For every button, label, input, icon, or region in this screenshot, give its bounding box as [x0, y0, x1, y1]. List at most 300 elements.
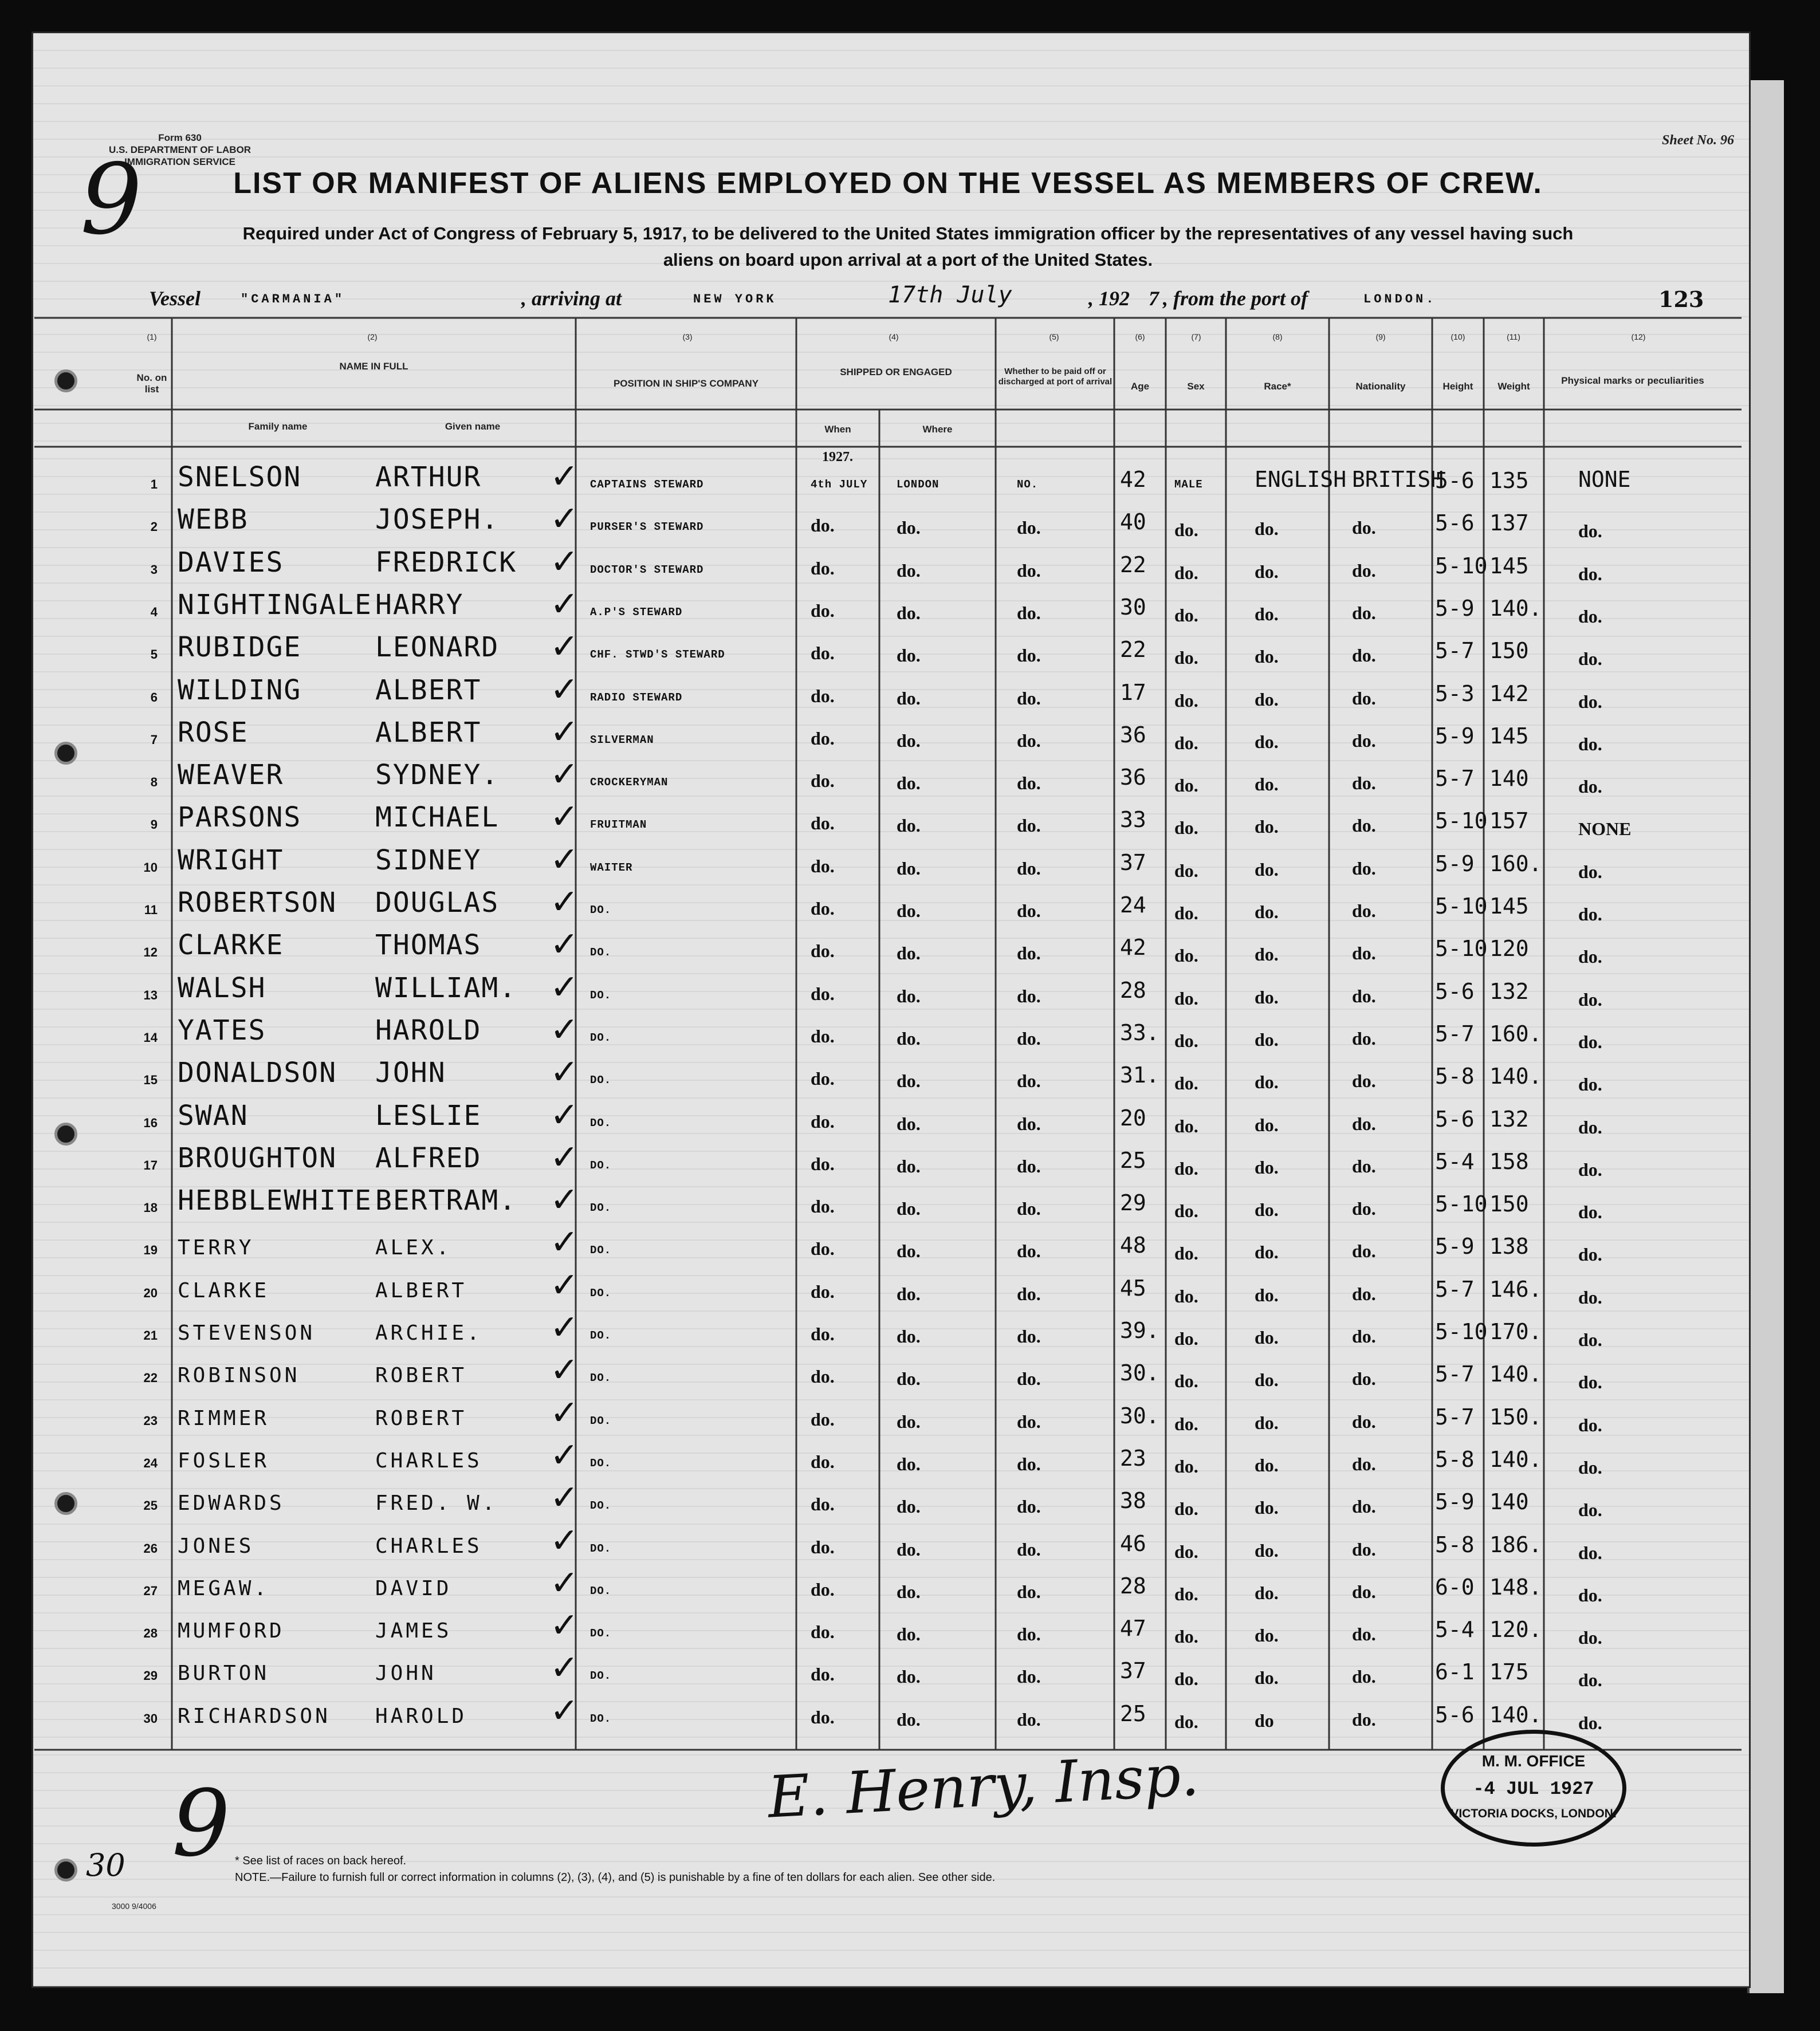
family-name: WALSH — [178, 971, 266, 1004]
position: DO. — [590, 946, 612, 959]
shipped-when: do. — [811, 1196, 835, 1217]
col-num-6: (6) — [1135, 332, 1145, 341]
shipped-where: do. — [897, 1496, 921, 1517]
print-code: 3000 9/4006 — [112, 1902, 156, 1911]
shipped-when: do. — [811, 898, 835, 919]
height: 5-9 — [1435, 723, 1475, 749]
year-suffix: 7 — [1149, 287, 1159, 310]
paid-off: do. — [1017, 773, 1041, 794]
sex: do. — [1174, 732, 1198, 753]
paid-off: do. — [1017, 602, 1041, 623]
given-name: ROBERT — [375, 1406, 467, 1430]
nationality: do. — [1352, 1581, 1376, 1602]
col-num-3: (3) — [682, 332, 693, 341]
family-name: YATES — [178, 1014, 266, 1046]
given-name: ARTHUR — [375, 461, 482, 493]
table-row — [0, 1095, 1719, 1147]
height: 6-1 — [1435, 1659, 1475, 1685]
age: 47 — [1120, 1616, 1146, 1642]
age: 31. — [1120, 1062, 1159, 1088]
page-title: LIST OR MANIFEST OF ALIENS EMPLOYED ON THE VESSEL AS MEMBERS OF CREW. — [233, 167, 1543, 200]
physical-marks: do. — [1578, 1244, 1602, 1265]
from-port: LONDON. — [1363, 292, 1437, 306]
table-row — [0, 1648, 1719, 1699]
nationality: do. — [1352, 1155, 1376, 1176]
given-name: THOMAS — [375, 929, 482, 962]
sex: do. — [1174, 1243, 1198, 1264]
nationality: do. — [1352, 645, 1376, 666]
checkmark-icon: ✓ — [550, 1308, 579, 1348]
header-paid-off: Whether to be paid off or discharged at port of arrival — [998, 367, 1113, 387]
row-number: 8 — [150, 775, 158, 790]
given-name: ALBERT — [375, 716, 482, 749]
row-number: 9 — [150, 817, 158, 832]
stamp-office: M. M. OFFICE — [1481, 1752, 1586, 1770]
paid-off: do. — [1017, 1198, 1041, 1219]
header-no-on-list: No. on list — [136, 372, 167, 395]
sex: do. — [1174, 903, 1198, 923]
checkmark-icon: ✓ — [550, 839, 579, 880]
checkmark-icon: ✓ — [550, 1222, 579, 1263]
given-name: DAVID — [375, 1576, 452, 1600]
row-number: 26 — [143, 1541, 158, 1556]
height: 5-7 — [1435, 1276, 1475, 1302]
shipped-when: do. — [811, 1281, 835, 1302]
paid-off: do. — [1017, 1028, 1041, 1049]
height: 5-9 — [1435, 851, 1475, 876]
position: FRUITMAN — [590, 818, 647, 832]
weight: 137 — [1489, 510, 1529, 536]
sex: do. — [1174, 945, 1198, 966]
height: 5-9 — [1435, 1489, 1475, 1515]
shipped-where: do. — [897, 1283, 921, 1304]
position: DO. — [590, 1159, 612, 1172]
checkmark-icon: ✓ — [550, 1690, 579, 1731]
height: 5-10 — [1435, 1191, 1488, 1217]
col-num-2: (2) — [367, 332, 378, 341]
physical-marks: NONE — [1578, 467, 1631, 492]
checkmark-icon: ✓ — [550, 1562, 579, 1603]
stamp-date: -4 JUL 1927 — [1473, 1778, 1594, 1800]
row-number: 4 — [150, 604, 158, 619]
checkmark-icon: ✓ — [550, 1520, 579, 1561]
race: do. — [1255, 1029, 1279, 1050]
given-name: JOHN — [375, 1057, 446, 1089]
weight: 140. — [1489, 1702, 1542, 1727]
position: DO. — [590, 1542, 612, 1555]
row-number: 7 — [150, 732, 158, 747]
shipped-when: do. — [811, 855, 835, 876]
shipped-when: do. — [811, 1664, 835, 1685]
race: do. — [1255, 1454, 1279, 1475]
sex: do. — [1174, 519, 1198, 541]
shipped-when: do. — [811, 515, 835, 536]
height: 5-7 — [1435, 1361, 1475, 1387]
physical-marks: do. — [1578, 691, 1602, 712]
position: DO. — [590, 1031, 612, 1044]
given-name: ROBERT — [375, 1364, 467, 1388]
nationality: do. — [1352, 1113, 1376, 1134]
weight: 140. — [1489, 1064, 1542, 1089]
checkmark-icon: ✓ — [550, 584, 579, 624]
sex: do. — [1174, 1498, 1198, 1520]
nationality: do. — [1352, 857, 1376, 879]
shipped-when: do. — [811, 1068, 835, 1089]
age: 33. — [1120, 1020, 1159, 1045]
weight: 140. — [1489, 1361, 1542, 1387]
shipped-when: do. — [811, 600, 835, 621]
header-age: Age — [1130, 381, 1150, 392]
height: 5-6 — [1435, 510, 1475, 536]
weight: 148. — [1489, 1574, 1542, 1600]
paid-off: do. — [1017, 1496, 1041, 1517]
shipped-when: do. — [811, 643, 835, 664]
row-number: 11 — [144, 903, 158, 917]
nationality: do. — [1352, 730, 1376, 751]
table-row — [0, 627, 1719, 678]
age: 37 — [1120, 1658, 1146, 1684]
shipped-when: do. — [811, 1408, 835, 1430]
department-name: U.S. DEPARTMENT OF LABOR — [109, 144, 251, 155]
physical-marks: do. — [1578, 1414, 1602, 1435]
shipped-when: 4th JULY — [811, 478, 868, 491]
race: do. — [1255, 561, 1279, 582]
sex: do. — [1174, 1583, 1198, 1604]
sex: do. — [1174, 1711, 1198, 1732]
paid-off: do. — [1017, 1453, 1041, 1474]
race: do. — [1255, 1156, 1279, 1178]
sex: do. — [1174, 1030, 1198, 1051]
weight: 145 — [1489, 553, 1529, 578]
weight: 170. — [1489, 1319, 1542, 1344]
shipped-when: do. — [811, 1579, 835, 1600]
weight: 157 — [1489, 808, 1529, 834]
height: 5-8 — [1435, 1064, 1475, 1089]
row-number: 21 — [143, 1328, 158, 1343]
header-given-name: Given name — [445, 421, 501, 432]
weight: 140 — [1489, 1489, 1529, 1515]
family-name: HEBBLEWHITE — [178, 1184, 372, 1217]
age: 30. — [1120, 1360, 1159, 1386]
age: 45 — [1120, 1275, 1146, 1301]
family-name: ROBERTSON — [178, 887, 337, 919]
col-num-1: (1) — [147, 332, 157, 341]
family-name: PARSONS — [178, 801, 302, 834]
col-num-9: (9) — [1375, 332, 1386, 341]
weight: 140. — [1489, 1446, 1542, 1472]
age: 23 — [1120, 1445, 1146, 1471]
given-name: LESLIE — [375, 1099, 482, 1132]
nationality: do. — [1352, 1411, 1376, 1432]
family-name: WRIGHT — [178, 844, 284, 876]
race: do. — [1255, 774, 1279, 795]
form-number: Form 630 — [158, 132, 202, 143]
weight: 145 — [1489, 723, 1529, 749]
total-count: 30 — [86, 1847, 125, 1883]
table-row — [0, 967, 1719, 1019]
given-name: SIDNEY — [375, 844, 482, 876]
family-name: MUMFORD — [178, 1619, 285, 1643]
shipped-where: do. — [897, 1155, 921, 1176]
given-name: ALEX. — [375, 1236, 452, 1260]
shipped-where: do. — [897, 602, 921, 623]
checkmark-icon: ✓ — [550, 1009, 579, 1050]
position: DO. — [590, 1074, 612, 1087]
row-number: 6 — [150, 690, 158, 704]
height: 5-10 — [1435, 808, 1488, 834]
height: 5-10 — [1435, 894, 1488, 919]
shipped-where: do. — [897, 1624, 921, 1645]
shipped-when: do. — [811, 1494, 835, 1515]
sex: do. — [1174, 1158, 1198, 1179]
nationality: do. — [1352, 985, 1376, 1006]
age: 38 — [1120, 1488, 1146, 1514]
table-row — [0, 1052, 1719, 1104]
physical-marks: do. — [1578, 1159, 1602, 1180]
given-name: BERTRAM. — [375, 1184, 517, 1217]
shipped-when: do. — [811, 557, 835, 578]
physical-marks: do. — [1578, 1202, 1602, 1223]
shipped-where: do. — [897, 985, 921, 1006]
col-num-5: (5) — [1049, 332, 1059, 341]
table-row — [0, 754, 1719, 806]
nationality: do. — [1352, 1538, 1376, 1560]
shipped-when: do. — [811, 1536, 835, 1557]
nationality: do. — [1352, 560, 1376, 581]
paid-off: do. — [1017, 900, 1041, 921]
shipped-where: do. — [897, 1326, 921, 1347]
table-row — [0, 1137, 1719, 1189]
nationality: do. — [1352, 1241, 1376, 1262]
arrival-date: 17th July — [888, 282, 1012, 308]
sex: do. — [1174, 604, 1198, 625]
physical-marks: do. — [1578, 1074, 1602, 1095]
shipped-when: do. — [811, 1153, 835, 1174]
shipped-when: do. — [811, 727, 835, 749]
nationality: do. — [1352, 687, 1376, 709]
col-num-10: (10) — [1451, 332, 1465, 341]
paid-off: do. — [1017, 1326, 1041, 1347]
position: DO. — [590, 1712, 612, 1725]
physical-marks: do. — [1578, 861, 1602, 882]
checkmark-icon: ✓ — [550, 1392, 579, 1433]
position: CROCKERYMAN — [590, 776, 669, 789]
family-name: ROSE — [178, 716, 249, 749]
nationality: do. — [1352, 1198, 1376, 1219]
header-family-name: Family name — [248, 421, 308, 432]
weight: 145 — [1489, 894, 1529, 919]
sheet-number: 96 — [1720, 133, 1734, 148]
sex: do. — [1174, 775, 1198, 796]
nationality: do. — [1352, 1326, 1376, 1347]
race: do. — [1255, 1327, 1279, 1348]
given-name: HARRY — [375, 588, 464, 621]
checkmark-icon: ✓ — [550, 882, 579, 922]
paid-off: do. — [1017, 1624, 1041, 1645]
height: 5-3 — [1435, 680, 1475, 706]
row-number: 16 — [143, 1115, 158, 1130]
given-name: JOHN — [375, 1662, 437, 1686]
col-num-8: (8) — [1272, 332, 1283, 341]
service-name: IMMIGRATION SERVICE — [124, 156, 236, 167]
weight: 135 — [1489, 468, 1529, 493]
paid-off: do. — [1017, 985, 1041, 1006]
sex: do. — [1174, 1073, 1198, 1094]
checkmark-icon: ✓ — [550, 1137, 579, 1178]
header-position: POSITION IN SHIP'S COMPANY — [613, 378, 759, 389]
nationality: do. — [1352, 1070, 1376, 1092]
checkmark-icon: ✓ — [550, 1605, 579, 1646]
race: do. — [1255, 902, 1279, 922]
given-name: CHARLES — [375, 1534, 482, 1558]
shipped-where: do. — [897, 857, 921, 879]
shipped-when: do. — [811, 685, 835, 706]
sex: do. — [1174, 1541, 1198, 1562]
given-name: JAMES — [375, 1619, 452, 1643]
checkmark-icon: ✓ — [550, 456, 579, 497]
physical-marks: do. — [1578, 1584, 1602, 1605]
race: do. — [1255, 1412, 1279, 1433]
race: do. — [1255, 518, 1279, 540]
height: 5-9 — [1435, 1234, 1475, 1259]
family-name: RICHARDSON — [178, 1704, 331, 1728]
sex: do. — [1174, 1626, 1198, 1647]
margin-mark: 9 — [80, 143, 143, 257]
checkmark-icon: ✓ — [550, 797, 579, 837]
sex: do. — [1174, 562, 1198, 583]
physical-marks: do. — [1578, 1542, 1602, 1563]
race: do. — [1255, 1114, 1279, 1135]
race: do. — [1255, 688, 1279, 710]
table-row — [0, 1435, 1719, 1487]
given-name: DOUGLAS — [375, 887, 500, 919]
shipped-where: do. — [897, 1709, 921, 1730]
shipped-where: do. — [897, 773, 921, 794]
physical-marks: do. — [1578, 563, 1602, 584]
physical-marks: do. — [1578, 1116, 1602, 1137]
race: do. — [1255, 1284, 1279, 1305]
paid-off: do. — [1017, 517, 1041, 538]
given-name: FRED. W. — [375, 1491, 498, 1516]
race: do. — [1255, 1667, 1279, 1688]
paid-off: NO. — [1017, 478, 1039, 491]
shipped-where: do. — [897, 1028, 921, 1049]
weight: 142 — [1489, 680, 1529, 706]
height: 5-4 — [1435, 1617, 1475, 1643]
paid-off: do. — [1017, 1581, 1041, 1602]
physical-marks: do. — [1578, 521, 1602, 542]
age: 36 — [1120, 722, 1146, 747]
family-name: SNELSON — [178, 461, 302, 493]
table-row — [0, 1392, 1719, 1444]
family-name: RUBIDGE — [178, 631, 302, 664]
row-number: 27 — [143, 1583, 158, 1598]
row-number: 14 — [143, 1030, 158, 1045]
shipped-when: do. — [811, 1111, 835, 1132]
age: 20 — [1120, 1105, 1146, 1131]
nationality: do. — [1352, 1624, 1376, 1645]
row-number: 29 — [143, 1668, 158, 1683]
sex: MALE — [1174, 478, 1203, 491]
row-number: 5 — [150, 647, 158, 662]
family-name: BURTON — [178, 1662, 270, 1686]
family-name: WEAVER — [178, 759, 284, 792]
physical-marks: do. — [1578, 733, 1602, 754]
stamp-location: VICTORIA DOCKS, LONDON. — [1451, 1807, 1617, 1820]
position: DO. — [590, 1414, 612, 1427]
position: DO. — [590, 1499, 612, 1513]
weight: 140. — [1489, 595, 1542, 621]
nationality: do. — [1352, 773, 1376, 794]
row-number: 28 — [143, 1626, 158, 1641]
height: 6-0 — [1435, 1574, 1475, 1600]
row-number: 22 — [143, 1371, 158, 1386]
physical-marks: do. — [1578, 776, 1602, 797]
row-number: 12 — [143, 945, 158, 960]
physical-marks: do. — [1578, 1499, 1602, 1521]
weight: 150. — [1489, 1404, 1542, 1430]
family-name: BROUGHTON — [178, 1142, 337, 1174]
checkmark-icon: ✓ — [550, 1435, 579, 1475]
weight: 120 — [1489, 936, 1529, 962]
weight: 150 — [1489, 638, 1529, 664]
family-name: JONES — [178, 1534, 254, 1558]
header-nationality: Nationality — [1355, 381, 1406, 392]
row-number: 10 — [143, 860, 158, 875]
age: 46 — [1120, 1530, 1146, 1556]
shipped-where: do. — [897, 1241, 921, 1262]
position: DOCTOR'S STEWARD — [590, 563, 704, 576]
weight: 158 — [1489, 1148, 1529, 1174]
age: 22 — [1120, 637, 1146, 663]
family-name: NIGHTINGALE — [178, 588, 372, 621]
family-name: STEVENSON — [178, 1321, 316, 1345]
vessel-name: "CARMANIA" — [241, 292, 345, 306]
paid-off: do. — [1017, 1155, 1041, 1176]
shipped-where: do. — [897, 1666, 921, 1687]
nationality: do. — [1352, 1028, 1376, 1049]
family-name: DONALDSON — [178, 1057, 337, 1089]
nationality: do. — [1352, 1453, 1376, 1474]
age: 17 — [1120, 679, 1146, 705]
family-name: FOSLER — [178, 1449, 270, 1473]
position: DO. — [590, 1372, 612, 1385]
position: DO. — [590, 1244, 612, 1257]
table-row — [0, 1222, 1719, 1274]
race: do. — [1255, 1540, 1279, 1561]
height: 5-6 — [1435, 1702, 1475, 1727]
physical-marks: do. — [1578, 904, 1602, 924]
row-number: 24 — [143, 1455, 158, 1470]
height: 5-8 — [1435, 1446, 1475, 1472]
table-row — [0, 584, 1719, 636]
header-race: Race* — [1264, 381, 1291, 392]
table-row — [0, 669, 1719, 721]
position: DO. — [590, 1670, 612, 1683]
table-row — [0, 499, 1719, 550]
bottom-margin-mark: 9 — [172, 1770, 230, 1877]
row-number: 18 — [143, 1201, 158, 1215]
nationality: BRITISH — [1352, 467, 1444, 492]
race: do. — [1255, 1582, 1279, 1603]
header-weight: Weight — [1497, 381, 1530, 392]
checkmark-icon: ✓ — [550, 754, 579, 795]
sex: do. — [1174, 817, 1198, 839]
given-name: WILLIAM. — [375, 971, 517, 1004]
header-height: Height — [1442, 381, 1473, 392]
race: do. — [1255, 1072, 1279, 1093]
sex: do. — [1174, 1455, 1198, 1477]
